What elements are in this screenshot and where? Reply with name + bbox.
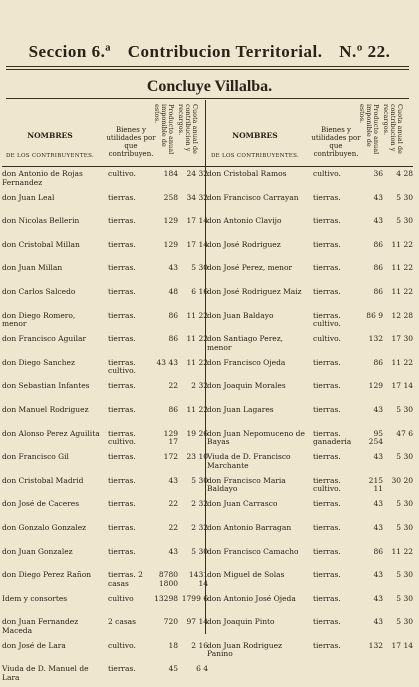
table-row (2, 522, 208, 546)
producto-cell: 8780 1800 (158, 570, 178, 588)
cuota-cell: 1799 6 (181, 593, 208, 603)
bienes-cell: tierras. (108, 452, 136, 462)
producto-cell: 132 (368, 334, 383, 344)
cuota-cell: 2 16 (191, 640, 208, 650)
producto-cell: 129 (368, 381, 383, 391)
cuota-cell: 11 22 (391, 239, 413, 249)
bienes-cell: tierras. 2 casas (108, 570, 143, 588)
cuota-cell: 5 30 (396, 192, 413, 202)
left-column (2, 100, 208, 687)
table-row (207, 593, 413, 617)
contributor-name: don Juan Baldayo (207, 310, 274, 320)
bienes-cell: tierras. (313, 239, 341, 249)
producto-cell: 22 (168, 522, 178, 532)
header-cuota: Cuota anual de contribucion y recargos. (177, 104, 199, 154)
table-row (2, 640, 208, 664)
bienes-cell: tierras. cultivo. (313, 310, 341, 329)
bienes-cell: tierras. (108, 286, 136, 296)
header-title: Contribucion Territorial. (127, 42, 323, 61)
producto-cell: 43 (373, 593, 383, 603)
cuota-cell: 6 16 (191, 286, 208, 296)
table-row (207, 215, 413, 239)
header-rule-thin (6, 69, 409, 70)
table-row (207, 333, 413, 357)
table-row (207, 262, 413, 286)
contributor-name: don Antonio Barragan (207, 522, 292, 532)
header-producto: Producto anual imponible de estos. (153, 104, 175, 155)
bienes-cell: tierras. (313, 381, 341, 391)
contributor-name: don Juan Nepomuceno de Bayas (207, 428, 305, 447)
table-row (207, 310, 413, 334)
cuota-cell: 47 6 (396, 428, 413, 438)
contributor-name: don Diego Romero, menor (2, 310, 76, 329)
table-row (2, 451, 208, 475)
contributor-name: don Diego Sanchez (2, 357, 75, 367)
table-row (207, 475, 413, 499)
cuota-cell: 17 30 (391, 334, 413, 344)
table-row (2, 380, 208, 404)
table-row (207, 522, 413, 546)
header-rule (6, 66, 409, 67)
bienes-cell: cultivo. (108, 169, 136, 178)
contributor-name: don Francisco Camacho (207, 546, 299, 556)
cuota-cell: 12 28 (391, 310, 413, 320)
header-number: N.º 22. (339, 42, 391, 61)
bienes-cell: tierras. cultivo. (313, 475, 341, 494)
header-de-los: DE LOS CONTRIBUYENTES. (210, 153, 300, 159)
table-row (2, 286, 208, 310)
bienes-cell: tierras. (313, 216, 341, 226)
producto-cell: 22 (168, 381, 178, 391)
table-row (207, 428, 413, 452)
left-rows (2, 168, 208, 687)
producto-cell: 86 (168, 334, 178, 344)
bienes-cell: tierras. (108, 239, 136, 249)
bienes-cell: tierras. (313, 499, 341, 509)
table-row (207, 451, 413, 475)
contributor-name: don Juan Lagares (207, 404, 274, 414)
cuota-cell: 5 30 (396, 522, 413, 532)
producto-cell: 43 (373, 522, 383, 532)
table-row (207, 380, 413, 404)
bienes-cell: tierras. (313, 617, 341, 627)
header-cuota: Cuota anual de contribucion y recargos. (382, 104, 404, 154)
bienes-cell: tierras. (313, 192, 341, 202)
cuota-cell: 17 14 (186, 216, 208, 226)
contributor-name: don Santiago Perez, menor (207, 334, 284, 352)
contributor-name: don Miguel de Solas (207, 570, 285, 580)
cuota-cell: 5 30 (396, 452, 413, 462)
table-row (207, 569, 413, 593)
producto-cell: 43 (373, 570, 383, 580)
producto-cell: 86 (168, 310, 178, 320)
subtitle-rule (6, 98, 409, 99)
producto-cell: 129 (163, 239, 178, 249)
producto-cell: 18 (168, 640, 178, 650)
cuota-cell: 4 28 (396, 169, 413, 178)
producto-cell: 48 (168, 286, 178, 296)
header-producto: Producto anual imponible de estos. (358, 104, 380, 155)
bienes-cell: tierras. (313, 522, 341, 532)
contributor-name: don Juan Carrasco (207, 499, 278, 509)
bienes-cell: cultivo. (313, 334, 341, 344)
bienes-cell: cultivo. (108, 640, 136, 650)
producto-cell: 132 (368, 640, 383, 650)
cuota-cell: 34 32 (186, 192, 208, 202)
contributor-name: don Juan Rodriguez Panino (207, 640, 283, 659)
header-rule-left (2, 166, 208, 167)
cuota-cell: 11 22 (391, 546, 413, 556)
producto-cell: 86 (373, 239, 383, 249)
contributor-name: don José Perez, menor (207, 263, 293, 273)
cuota-cell: 24 32 (186, 169, 208, 178)
producto-cell: 43 (373, 216, 383, 226)
producto-cell: 22 (168, 499, 178, 509)
cuota-cell: 17 14 (391, 381, 413, 391)
producto-cell: 86 (373, 357, 383, 367)
table-row (207, 357, 413, 381)
contributor-name: Idem y consortes (2, 593, 68, 603)
producto-cell: 258 (163, 192, 178, 202)
cuota-cell: 5 30 (191, 546, 208, 556)
contributor-name: don Francisco Carrayan (207, 192, 299, 202)
producto-cell: 43 (373, 404, 383, 414)
contributor-name: don Francisco Ojeda (207, 357, 286, 367)
bienes-cell: cultivo. (313, 169, 341, 178)
bienes-cell: tierras. (313, 452, 341, 462)
table-row (207, 498, 413, 522)
header-nombres: NOMBRES (27, 131, 73, 140)
page-header (0, 42, 419, 62)
table-row (2, 498, 208, 522)
producto-cell: 129 (163, 216, 178, 226)
contributor-name: don Juan Gonzalez (2, 546, 73, 556)
right-rows (207, 168, 413, 663)
producto-cell: 43 43 (156, 357, 178, 367)
producto-cell: 43 (373, 452, 383, 462)
contributor-name: Viuda de D. Francisco Marchante (207, 452, 291, 470)
contributor-name: don José de Lara (2, 640, 66, 650)
table-row (2, 168, 208, 192)
bienes-cell: tierras. (108, 334, 136, 344)
contributor-name: don Nicolas Bellerin (2, 216, 80, 226)
subtitle: Concluye Villalba. (146, 78, 273, 95)
cuota-cell: 30 20 (391, 475, 413, 485)
cuota-cell: 11 22 (186, 404, 208, 414)
bienes-cell: tierras. (108, 381, 136, 391)
producto-cell: 45 (168, 664, 178, 674)
cuota-cell: 11 22 (391, 357, 413, 367)
bienes-cell: tierras. ganaderia (313, 428, 352, 447)
cuota-cell: 2 32 (191, 381, 208, 391)
cuota-cell: 6 4 (196, 664, 208, 674)
bienes-cell: tierras. (108, 404, 136, 414)
bienes-cell: tierras. (313, 640, 341, 650)
contributor-name: don Francisco Maria Baldayo (207, 475, 286, 494)
contributor-name: don José Rodriguez Maiz (207, 286, 302, 296)
bienes-cell: tierras. (313, 357, 341, 367)
right-column (207, 100, 413, 663)
bienes-cell: tierras. (108, 216, 136, 226)
bienes-cell: tierras. (108, 499, 136, 509)
producto-cell: 86 (373, 286, 383, 296)
contributor-name: don Diego Perez Rañon (2, 570, 92, 580)
bienes-cell: cultivo (108, 593, 134, 603)
table-row (207, 546, 413, 570)
contributor-name: don Francisco Gil (2, 452, 69, 462)
header-bienes: Bienes y utilidades por que contribuyen. (311, 126, 361, 158)
contributor-name: don Antonio Clavijo (207, 216, 282, 226)
bienes-cell: tierras. (313, 404, 341, 414)
producto-cell: 43 (168, 475, 178, 485)
bienes-cell: 2 casas (108, 617, 136, 627)
contributor-name: don Gonzalo Gonzalez (2, 522, 87, 532)
producto-cell: 720 (163, 617, 178, 627)
table-row (2, 663, 208, 687)
contributor-name: don Cristobal Madrid (2, 475, 84, 485)
table-row (2, 616, 208, 640)
table-row (2, 569, 208, 593)
table-row (2, 428, 208, 452)
table-row (2, 215, 208, 239)
bienes-cell: tierras. (313, 570, 341, 580)
left-table-header (2, 100, 208, 168)
contributor-name: don Antonio de Rojas Fernandez (2, 169, 83, 187)
cuota-cell: 5 30 (396, 216, 413, 226)
table-row (207, 168, 413, 192)
contributor-name: don Juan Fernandez Maceda (2, 617, 79, 635)
bienes-cell: tierras. (108, 263, 136, 273)
header-de-los: DE LOS CONTRIBUYENTES. (5, 153, 95, 159)
bienes-cell: tierras. (313, 263, 341, 273)
bienes-cell: tierras. cultivo. (108, 428, 136, 447)
table-row (207, 192, 413, 216)
producto-cell: 13298 (154, 593, 178, 603)
bienes-cell: tierras. (108, 310, 136, 320)
header-rule-right (207, 166, 413, 167)
table-row (207, 404, 413, 428)
bienes-cell: tierras. (108, 522, 136, 532)
producto-cell: 95 254 (368, 428, 383, 447)
producto-cell: 172 (163, 452, 178, 462)
contributor-name: don Cristobal Ramos (207, 169, 287, 178)
cuota-cell: 11 22 (186, 357, 208, 367)
cuota-cell: 5 30 (396, 499, 413, 509)
contributor-name: don Joaquin Pinto (207, 617, 275, 627)
table-row (2, 310, 208, 334)
contributor-name: don José de Caceres (2, 499, 80, 509)
producto-cell: 86 (168, 404, 178, 414)
contributor-name: don Cristobal Millan (2, 239, 80, 249)
table-row (2, 404, 208, 428)
bienes-cell: tierras. (108, 546, 136, 556)
bienes-cell: tierras. (313, 593, 341, 603)
cuota-cell: 23 10 (186, 452, 208, 462)
cuota-cell: 17 14 (391, 640, 413, 650)
table-row (207, 286, 413, 310)
bienes-cell: tierras. (108, 475, 136, 485)
table-row (2, 593, 208, 617)
cuota-cell: 1431 14 (188, 570, 208, 588)
table-row (207, 239, 413, 263)
header-bienes: Bienes y utilidades por que contribuyen. (106, 126, 156, 158)
cuota-cell: 19 26 (186, 428, 208, 438)
table-row (2, 357, 208, 381)
contributor-name: don Carlos Salcedo (2, 286, 76, 296)
cuota-cell: 5 30 (396, 593, 413, 603)
table-row (2, 192, 208, 216)
producto-cell: 86 9 (366, 310, 383, 320)
cuota-cell: 11 22 (186, 310, 208, 320)
cuota-cell: 11 22 (391, 286, 413, 296)
table-row (2, 546, 208, 570)
table-row (207, 616, 413, 640)
bienes-cell: tierras. (108, 664, 136, 674)
cuota-cell: 5 30 (191, 475, 208, 485)
producto-cell: 43 (373, 617, 383, 627)
producto-cell: 129 17 (163, 428, 178, 447)
table-row (2, 262, 208, 286)
contributor-name: don Manuel Rodriguez (2, 404, 89, 414)
contributor-name: don Alonso Perez Aguilita (2, 428, 100, 438)
right-table-header (207, 100, 413, 168)
contributor-name: don Francisco Aguilar (2, 334, 87, 344)
contributor-name: don José Rodriguez (207, 239, 281, 249)
cuota-cell: 5 30 (396, 617, 413, 627)
producto-cell: 215 11 (368, 475, 383, 494)
bienes-cell: tierras. cultivo. (108, 357, 136, 376)
header-nombres: NOMBRES (232, 131, 278, 140)
contributor-name: don Juan Leal (2, 192, 55, 202)
cuota-cell: 2 32 (191, 499, 208, 509)
contributor-name: don Antonio José Ojeda (207, 593, 296, 603)
contributor-name: don Juan Millan (2, 263, 63, 273)
table-row (2, 239, 208, 263)
section-label: Seccion 6.ª (28, 42, 111, 61)
cuota-cell: 5 30 (191, 263, 208, 273)
producto-cell: 86 (373, 263, 383, 273)
cuota-cell: 97 14 (186, 617, 208, 627)
contributor-name: Viuda de D. Manuel de Lara (2, 664, 89, 682)
producto-cell: 43 (168, 263, 178, 273)
producto-cell: 36 (373, 169, 383, 178)
cuota-cell: 11 22 (186, 334, 208, 344)
contributor-name: don Joaquin Morales (207, 381, 286, 391)
table-row (2, 475, 208, 499)
producto-cell: 43 (168, 546, 178, 556)
contributor-name: don Sebastian Infantes (2, 381, 90, 391)
bienes-cell: tierras. (108, 192, 136, 202)
bienes-cell: tierras. (313, 286, 341, 296)
producto-cell: 43 (373, 192, 383, 202)
bienes-cell: tierras. (313, 546, 341, 556)
cuota-cell: 5 30 (396, 404, 413, 414)
cuota-cell: 17 14 (186, 239, 208, 249)
producto-cell: 43 (373, 499, 383, 509)
cuota-cell: 2 32 (191, 522, 208, 532)
table-row (207, 640, 413, 664)
cuota-cell: 11 22 (391, 263, 413, 273)
producto-cell: 86 (373, 546, 383, 556)
cuota-cell: 5 30 (396, 570, 413, 580)
producto-cell: 184 (163, 169, 178, 178)
table-row (2, 333, 208, 357)
